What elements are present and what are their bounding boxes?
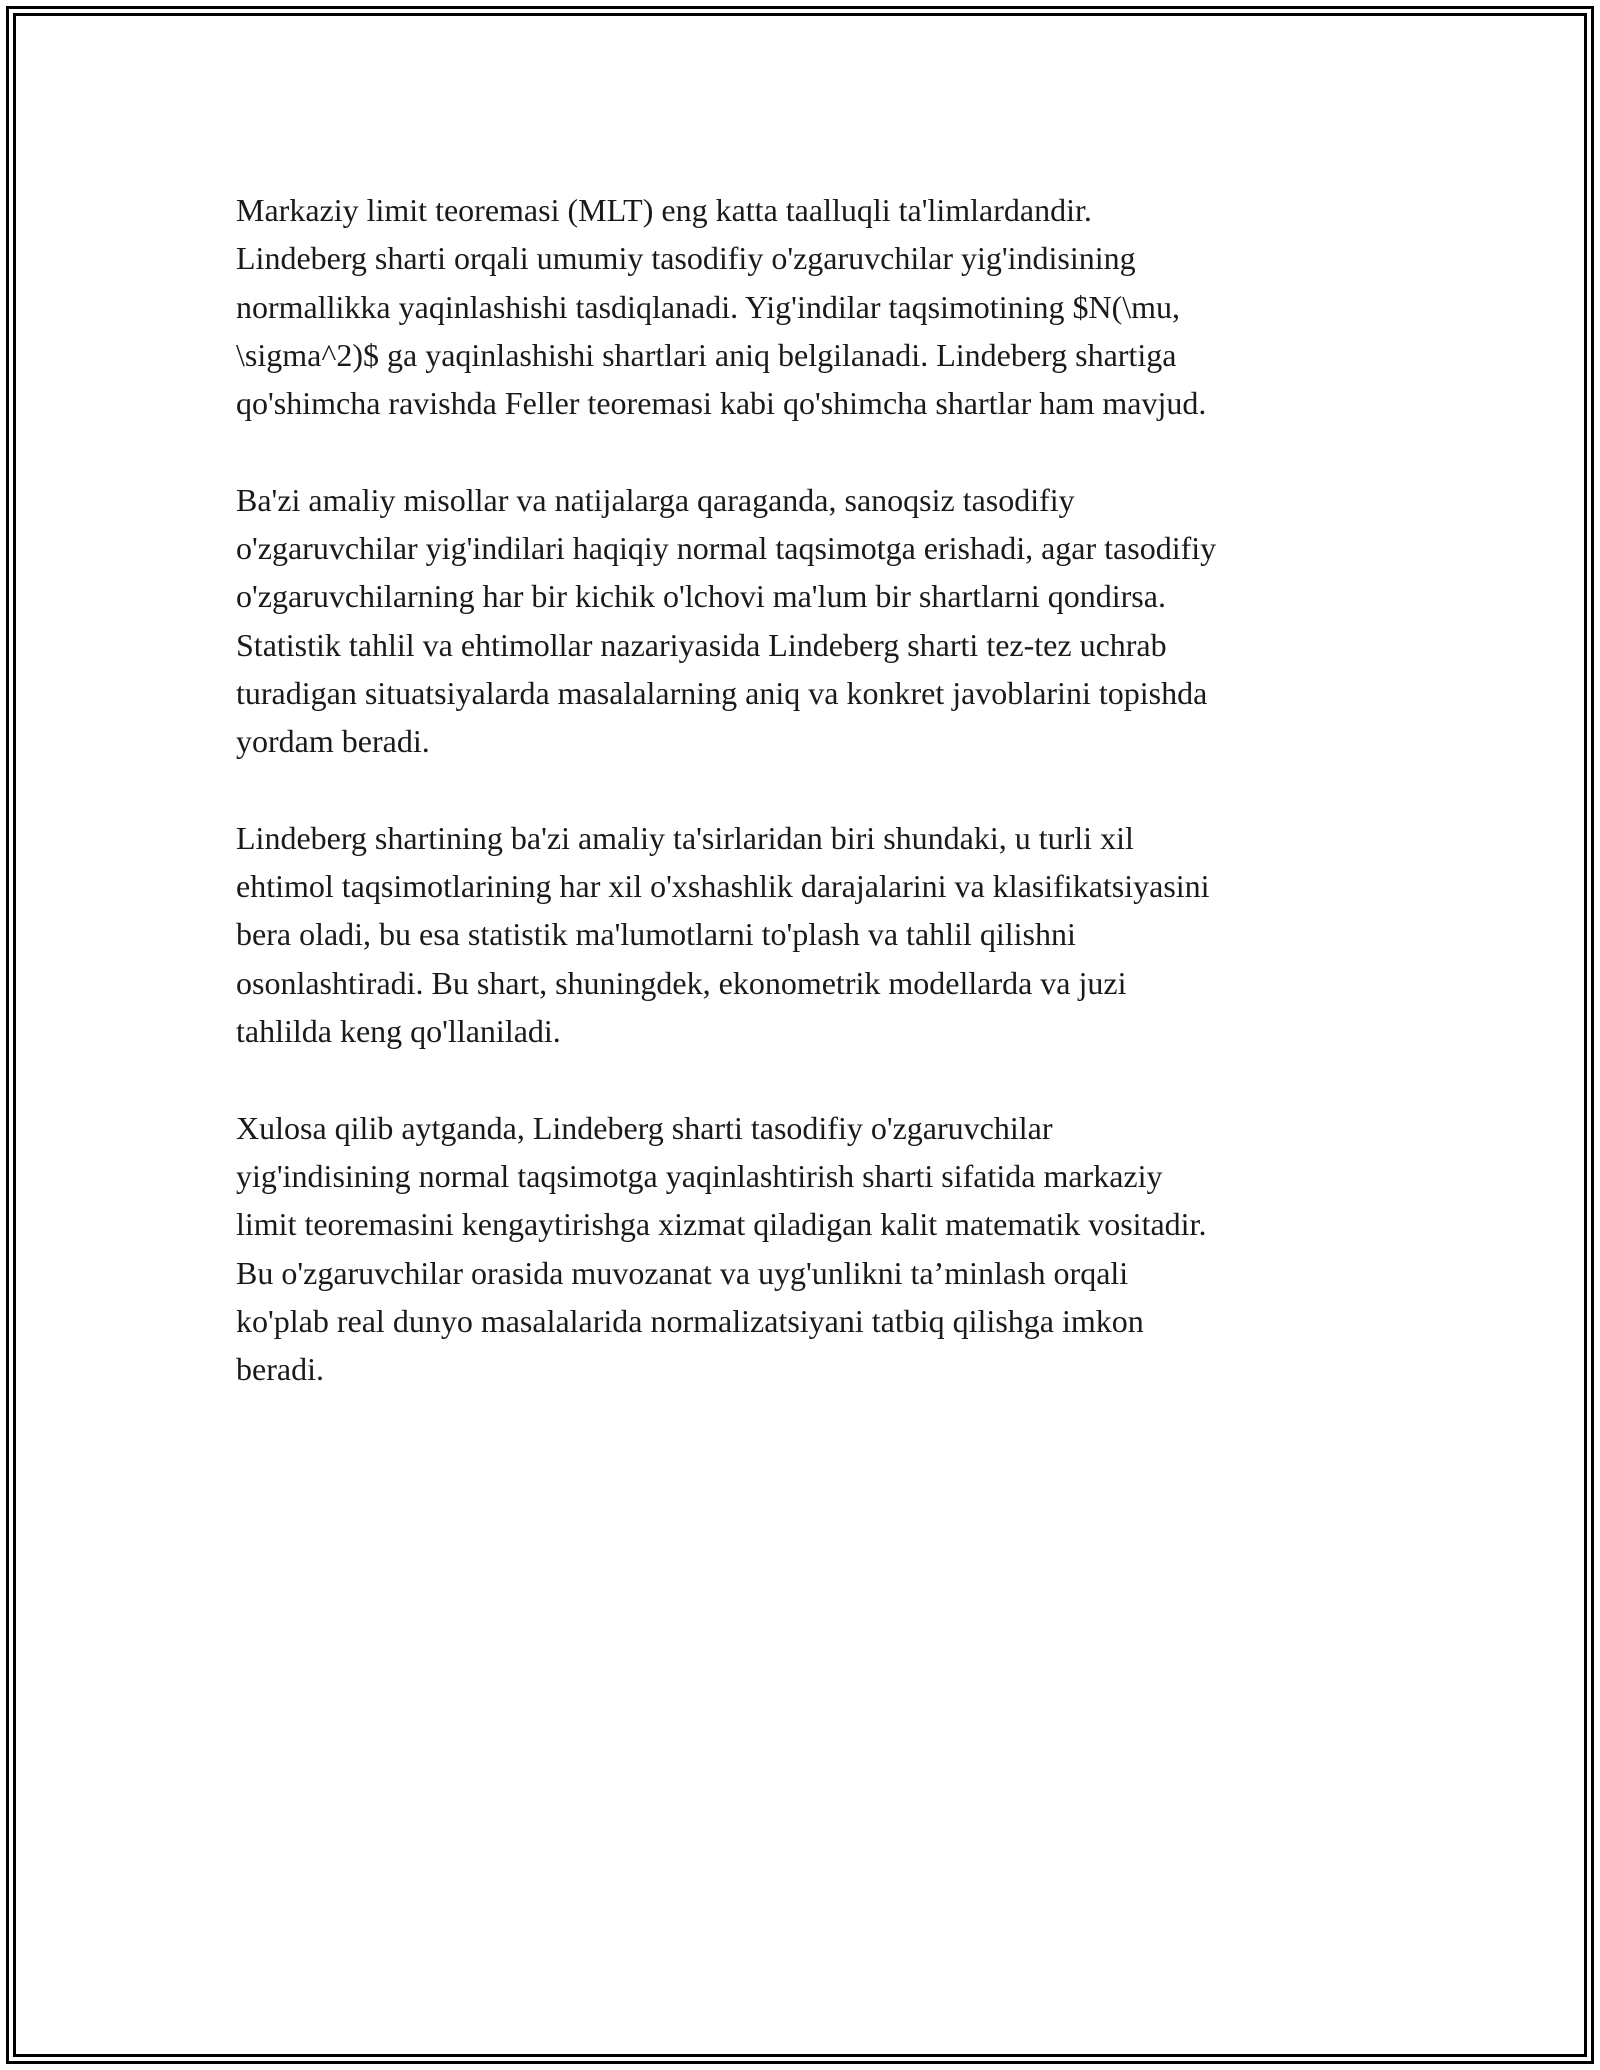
document-body — [236, 186, 1386, 1442]
paragraph-2: Ba'zi amaliy misollar va natijalarga qaraganda, sanoqsiz tasodifiy o'zgaruvchilar yig'indilari haqiqiy normal taqsimotga erishadi, agar tasodifiy o'zgaruvchilarning har bir kichik o'lchovi ma'lum bir shartlarni qondirsa. Statistik tahlil va ehtimollar nazariyasida Lindeberg sharti tez-tez uchrab turadigan situatsiyalarda masalalarning aniq va konkret javoblarini topishda yordam beradi. — [236, 481, 1217, 760]
paragraph-3: Lindeberg shartining ba'zi amaliy ta'sirlaridan biri shundaki, u turli xil ehtimol taqsimotlarining har xil o'xshashlik darajalarini va klasifikatsiyasini bera oladi, bu esa statistik ma'lumotlarni to'plash va tahlil qilishni osonlashtiradi. Bu shart, shuningdek, ekonometrik modellarda va juzi tahlilda keng qo'llaniladi. — [236, 819, 1210, 1050]
paragraph-4: Xulosa qilib aytganda, Lindeberg sharti tasodifiy o'zgaruvchilar yig'indisining normal taqsimotga yaqinlashtirish sharti sifatida markaziy limit teoremasini kengaytirishga xizmat qiladigan kalit matematik vositadir. Bu o'zgaruvchilar orasida muvozanat va uyg'unlikni ta’minlash orqali ko'plab real dunyo masalalarida normalizatsiyani tatbiq qilishga imkon beradi. — [236, 1109, 1207, 1388]
paragraph-1: Markaziy limit teoremasi (MLT) eng katta taalluqli ta'limlardandir. Lindeberg sharti orqali umumiy tasodifiy o'zgaruvchilar yig'indisining normallikka yaqinlashishi tasdiqlanadi. Yig'indilar taqsimotining $N(\mu, \sigma^2)$ ga yaqinlashishi shartlari aniq belgilanadi. Lindeberg shartiga qo'shimcha ravishda Feller teoremasi kabi qo'shimcha shartlar ham mavjud. — [236, 192, 1207, 422]
